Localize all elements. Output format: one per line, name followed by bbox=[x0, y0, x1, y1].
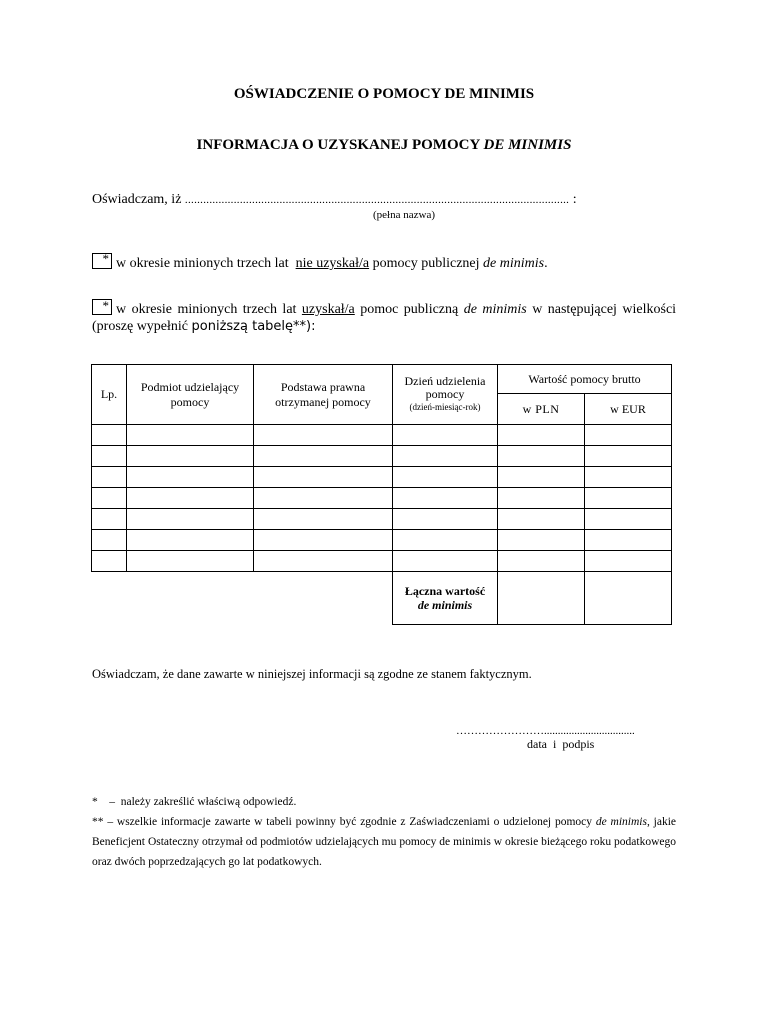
cell-dzien[interactable] bbox=[393, 530, 498, 551]
cell-podmiot[interactable] bbox=[127, 530, 254, 551]
table-row bbox=[92, 551, 672, 572]
table-row bbox=[92, 467, 672, 488]
table-row bbox=[92, 509, 672, 530]
cell-eur[interactable] bbox=[585, 509, 672, 530]
cell-pln[interactable] bbox=[498, 446, 585, 467]
footnote-2-b: , jakie Beneficjent Ostateczny otrzymał od podmiotów udzielających mu pomocy de minimis w okresie bieżącego roku podatkowego oraz dwóch poprzedzających go lat podatkowych. bbox=[92, 816, 676, 868]
total-eur-cell[interactable] bbox=[585, 572, 672, 625]
checkbox-marker: * bbox=[102, 251, 109, 266]
cell-podmiot[interactable] bbox=[127, 467, 254, 488]
cell-dzien[interactable] bbox=[393, 425, 498, 446]
declaration-prefix: Oświadczam, iż bbox=[92, 192, 182, 207]
total-pln-cell[interactable] bbox=[498, 572, 585, 625]
cell-lp[interactable] bbox=[92, 488, 127, 509]
cell-dzien[interactable] bbox=[393, 446, 498, 467]
cell-podstawa[interactable] bbox=[254, 488, 393, 509]
cell-podmiot[interactable] bbox=[127, 551, 254, 572]
option1-italic: de minimis bbox=[483, 256, 545, 271]
declaration-caption: (pełna nazwa) bbox=[373, 209, 435, 221]
declaration-name-field[interactable]: .............................................................................................................................. bbox=[184, 194, 570, 206]
option1-text-a: w okresie minionych trzech lat bbox=[116, 256, 289, 271]
header-wartosc: Wartość pomocy brutto bbox=[498, 365, 672, 394]
cell-podmiot[interactable] bbox=[127, 509, 254, 530]
cell-pln[interactable] bbox=[498, 488, 585, 509]
cell-podstawa[interactable] bbox=[254, 425, 393, 446]
cell-eur[interactable] bbox=[585, 425, 672, 446]
checkbox-not-received[interactable] bbox=[92, 253, 112, 269]
footnote-2-italic: de minimis bbox=[595, 816, 647, 828]
footnote-2-a: ** – wszelkie informacje zawarte w tabeli powinny być zgodnie z Zaświadczeniami o udzielonej pomocy bbox=[92, 816, 592, 828]
total-label-cell bbox=[393, 572, 498, 625]
total-italic: de minimis bbox=[417, 598, 473, 612]
cell-dzien[interactable] bbox=[393, 488, 498, 509]
cell-dzien[interactable] bbox=[393, 467, 498, 488]
option1-text-b: pomocy publicznej bbox=[372, 256, 480, 271]
cell-podstawa[interactable] bbox=[254, 446, 393, 467]
header-dzien bbox=[393, 365, 498, 425]
header-podstawa-label: Podstawa prawna otrzymanej pomocy bbox=[275, 379, 371, 409]
cell-pln[interactable] bbox=[498, 467, 585, 488]
table-body bbox=[92, 425, 672, 572]
cell-pln[interactable] bbox=[498, 530, 585, 551]
option2-italic: de minimis bbox=[463, 302, 527, 317]
cell-eur[interactable] bbox=[585, 467, 672, 488]
checkbox-marker: * bbox=[102, 298, 109, 313]
cell-eur[interactable] bbox=[585, 488, 672, 509]
checkbox-received[interactable] bbox=[92, 299, 112, 315]
header-podstawa bbox=[254, 365, 393, 425]
footnote-2 bbox=[92, 812, 676, 872]
cell-lp[interactable] bbox=[92, 509, 127, 530]
cell-podstawa[interactable] bbox=[254, 530, 393, 551]
cell-podstawa[interactable] bbox=[254, 551, 393, 572]
table-row bbox=[92, 530, 672, 551]
option2-text-c: w następującej wielkości (proszę wypełnić bbox=[92, 302, 677, 334]
cell-dzien[interactable] bbox=[393, 551, 498, 572]
cell-lp[interactable] bbox=[92, 425, 127, 446]
header-eur: w EUR bbox=[585, 394, 672, 425]
cell-podmiot[interactable] bbox=[127, 446, 254, 467]
cell-lp[interactable] bbox=[92, 446, 127, 467]
header-podmiot bbox=[127, 365, 254, 425]
header-lp: Lp. bbox=[92, 365, 127, 425]
footnotes bbox=[92, 792, 676, 872]
document-title: OŚWIADCZENIE O POMOCY DE MINIMIS bbox=[233, 86, 535, 102]
option2-underlined: uzyskał/a bbox=[301, 302, 355, 317]
footnote-1: * – należy zakreślić właściwą odpowiedź. bbox=[92, 796, 297, 808]
table-row bbox=[92, 446, 672, 467]
subtitle-main: INFORMACJA O UZYSKANEJ POMOCY bbox=[196, 137, 480, 153]
confirmation-statement: Oświadczam, że dane zawarte w niniejszej informacji są zgodne ze stanem faktycznym. bbox=[92, 667, 532, 681]
cell-dzien[interactable] bbox=[393, 509, 498, 530]
table-row bbox=[92, 488, 672, 509]
table-row bbox=[92, 425, 672, 446]
option1-end: . bbox=[544, 256, 548, 271]
cell-eur[interactable] bbox=[585, 446, 672, 467]
aid-table bbox=[91, 364, 672, 625]
option2-text-sans: poniższą tabelę**): bbox=[191, 319, 316, 334]
declaration-suffix: : bbox=[572, 192, 577, 207]
cell-pln[interactable] bbox=[498, 551, 585, 572]
option2-text-b: pomoc publiczną bbox=[360, 302, 459, 317]
option2-text-a: w okresie minionych trzech lat bbox=[116, 302, 297, 317]
cell-pln[interactable] bbox=[498, 509, 585, 530]
cell-lp[interactable] bbox=[92, 467, 127, 488]
cell-eur[interactable] bbox=[585, 551, 672, 572]
option-received bbox=[92, 299, 676, 335]
document-subtitle bbox=[0, 137, 768, 154]
option1-underlined: nie uzyskał/a bbox=[295, 256, 370, 271]
option-not-received bbox=[92, 253, 548, 272]
header-pln: w PLN bbox=[498, 394, 585, 425]
cell-podmiot[interactable] bbox=[127, 488, 254, 509]
total-spacer bbox=[92, 572, 393, 625]
header-podmiot-label: Podmiot udzielający pomocy bbox=[140, 379, 240, 409]
cell-pln[interactable] bbox=[498, 425, 585, 446]
cell-lp[interactable] bbox=[92, 530, 127, 551]
header-dzien-label: Dzień udzielenia pomocy bbox=[404, 374, 486, 401]
declaration-line bbox=[92, 192, 676, 208]
total-label: Łączna wartość bbox=[404, 584, 486, 598]
cell-podstawa[interactable] bbox=[254, 467, 393, 488]
cell-podmiot[interactable] bbox=[127, 425, 254, 446]
subtitle-italic: DE MINIMIS bbox=[483, 137, 572, 153]
signature-label: data i podpis bbox=[527, 737, 595, 751]
cell-eur[interactable] bbox=[585, 530, 672, 551]
signature-line[interactable]: ……………………................................. bbox=[456, 725, 635, 737]
cell-lp[interactable] bbox=[92, 551, 127, 572]
header-dzien-format: (dzień-miesiąc-rok) bbox=[409, 402, 481, 412]
cell-podstawa[interactable] bbox=[254, 509, 393, 530]
